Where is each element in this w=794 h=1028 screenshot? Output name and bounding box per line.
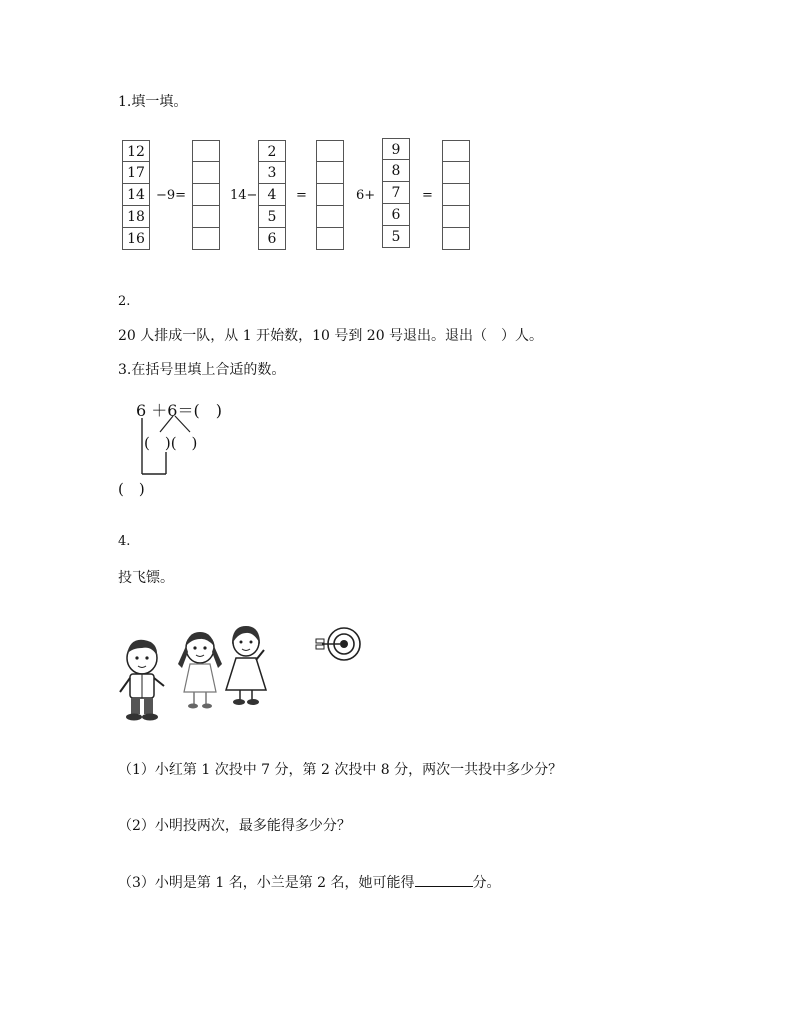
q1-blank-cell[interactable] [316,228,344,250]
q1-blank-cell[interactable] [192,206,220,228]
q1-column-c [258,140,286,250]
q1-answer-column-2 [316,140,344,250]
q1-op-minus9: −9= [156,188,187,203]
q4-sub2: （2）小明投两次，最多能得多少分？ [118,818,351,834]
q1-a-cell: 17 [122,162,150,184]
q1-e-cell: 5 [382,226,410,248]
q1-blank-cell[interactable] [442,140,470,162]
q1-c-cell: 3 [258,162,286,184]
q3-title: 3.在括号里填上合适的数。 [118,362,286,378]
q3-split-left-line [160,416,173,432]
q4-sub3-suffix: 分。 [472,875,501,891]
q1-title: 1.填一填。 [118,94,188,110]
q3-equation: 6 ＋6＝( ) [136,401,222,420]
q1-blank-cell[interactable] [316,162,344,184]
children-illustration [112,620,372,726]
q4-sub3 [118,872,501,893]
q1-c-cell: 5 [258,206,286,228]
q1-answer-column-3 [442,140,470,250]
q1-blank-cell[interactable] [192,228,220,250]
q1-blank-cell[interactable] [192,184,220,206]
q1-a-cell: 16 [122,228,150,250]
q3-bottom-blank[interactable]: ( ) [118,480,145,498]
q1-blank-cell[interactable] [442,184,470,206]
q1-blank-cell[interactable] [442,162,470,184]
q1-op-14minus: 14− [230,188,258,203]
q1-a-cell: 12 [122,140,150,162]
q1-e-cell: 8 [382,160,410,182]
q1-blank-cell[interactable] [316,184,344,206]
q4-number: 4. [118,534,131,549]
q1-blank-cell[interactable] [316,206,344,228]
q1-a-cell: 14 [122,184,150,206]
q1-op-equals: = [296,188,307,203]
girl-figure-2 [226,626,266,705]
q4-title: 投飞镖。 [118,570,174,586]
q4-sub3-answer-blank[interactable] [415,872,473,887]
q1-c-cell: 2 [258,140,286,162]
q1-blank-cell[interactable] [316,140,344,162]
dartboard-icon [316,628,360,660]
q4-sub3-prefix: （3）小明是第 1 名，小兰是第 2 名，她可能得 [118,875,415,891]
q1-blank-cell[interactable] [442,228,470,250]
q1-blank-cell[interactable] [442,206,470,228]
q1-answer-column-1 [192,140,220,250]
q1-op-equals-2: = [422,188,433,203]
q1-e-cell: 9 [382,138,410,160]
q1-a-cell: 18 [122,206,150,228]
q1-c-cell: 6 [258,228,286,250]
boy-figure [120,640,164,721]
q1-blank-cell[interactable] [192,162,220,184]
q1-blank-cell[interactable] [192,140,220,162]
q3-split-blanks[interactable]: ( )( ) [144,434,198,452]
q1-c-cell: 4 [258,184,286,206]
q1-e-cell: 7 [382,182,410,204]
q3-split-right-line [175,416,190,432]
q1-e-cell: 6 [382,204,410,226]
q2-number: 2. [118,294,131,309]
q1-op-6plus: 6+ [356,188,376,203]
q1-column-a [122,140,150,250]
q1-column-e [382,138,410,248]
q4-sub1: （1）小红第 1 次投中 7 分，第 2 次投中 8 分，两次一共投中多少分？ [118,762,563,778]
girl-figure-1 [178,632,222,709]
q2-text: 20 人排成一队，从 1 开始数，10 号到 20 号退出。退出（ ）人。 [118,328,544,344]
